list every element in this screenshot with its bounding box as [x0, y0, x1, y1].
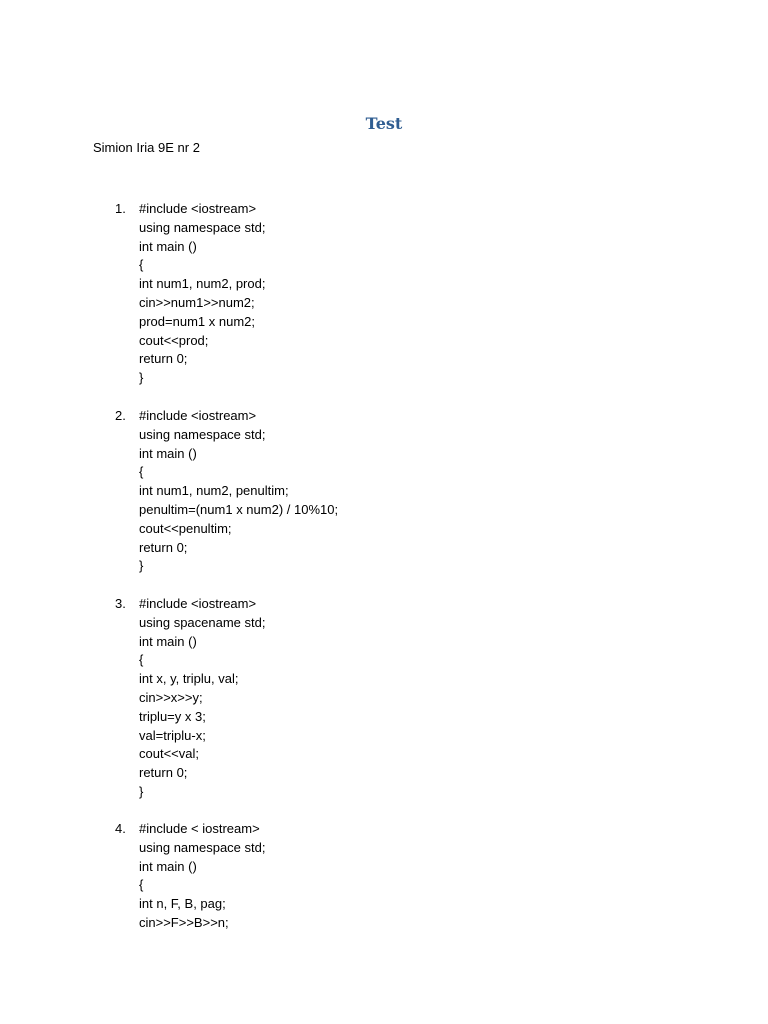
code-line: }: [139, 558, 144, 574]
code-line: return 0;: [139, 539, 188, 555]
code-line: #include <iostream>: [139, 201, 257, 216]
code-line: int num1, num2, prod;: [139, 276, 266, 292]
code-line: {: [139, 257, 144, 273]
code-line: triplu=y x 3;: [139, 708, 206, 724]
problem-number: 4.: [115, 821, 126, 836]
code-block: [139, 407, 338, 576]
code-line: return 0;: [139, 765, 188, 781]
code-line: cout<<prod;: [139, 332, 209, 348]
code-line: cin>>num1>>num2;: [139, 294, 255, 310]
code-line: using namespace std;: [139, 839, 266, 855]
code-line: {: [139, 877, 144, 893]
code-line: return 0;: [139, 351, 188, 367]
code-line: }: [139, 370, 144, 386]
author-line: Simion Iria 9E nr 2: [93, 140, 200, 155]
code-line: int main (): [139, 238, 197, 254]
problem-number: 3.: [115, 596, 126, 611]
code-line: }: [139, 783, 144, 799]
code-line: val=triplu-x;: [139, 727, 206, 743]
code-line: using namespace std;: [139, 426, 266, 442]
code-line: #include <iostream>: [139, 408, 257, 423]
code-line: using spacename std;: [139, 614, 266, 630]
code-line: int x, y, triplu, val;: [139, 671, 239, 687]
code-line: int n, F, B, pag;: [139, 896, 226, 912]
document-title: Test: [365, 114, 403, 133]
code-line: prod=num1 x num2;: [139, 313, 255, 329]
problem-number: 1.: [115, 201, 126, 216]
problem-number: 2.: [115, 408, 126, 423]
code-line: int num1, num2, penultim;: [139, 483, 289, 499]
code-line: #include <iostream>: [139, 596, 257, 611]
code-line: int main (): [139, 445, 197, 461]
code-line: penultim=(num1 x num2) / 10%10;: [139, 501, 339, 517]
code-block: [139, 820, 265, 933]
code-line: cout<<penultim;: [139, 520, 232, 536]
code-line: #include < iostream>: [139, 821, 260, 836]
code-block: [139, 200, 265, 388]
code-line: {: [139, 652, 144, 668]
code-line: int main (): [139, 858, 197, 874]
code-line: cin>>F>>B>>n;: [139, 914, 229, 930]
code-line: cout<<val;: [139, 746, 199, 762]
code-line: using namespace std;: [139, 219, 266, 235]
code-block: [139, 595, 265, 802]
code-line: int main (): [139, 633, 197, 649]
code-line: cin>>x>>y;: [139, 689, 203, 705]
code-line: {: [139, 464, 144, 480]
